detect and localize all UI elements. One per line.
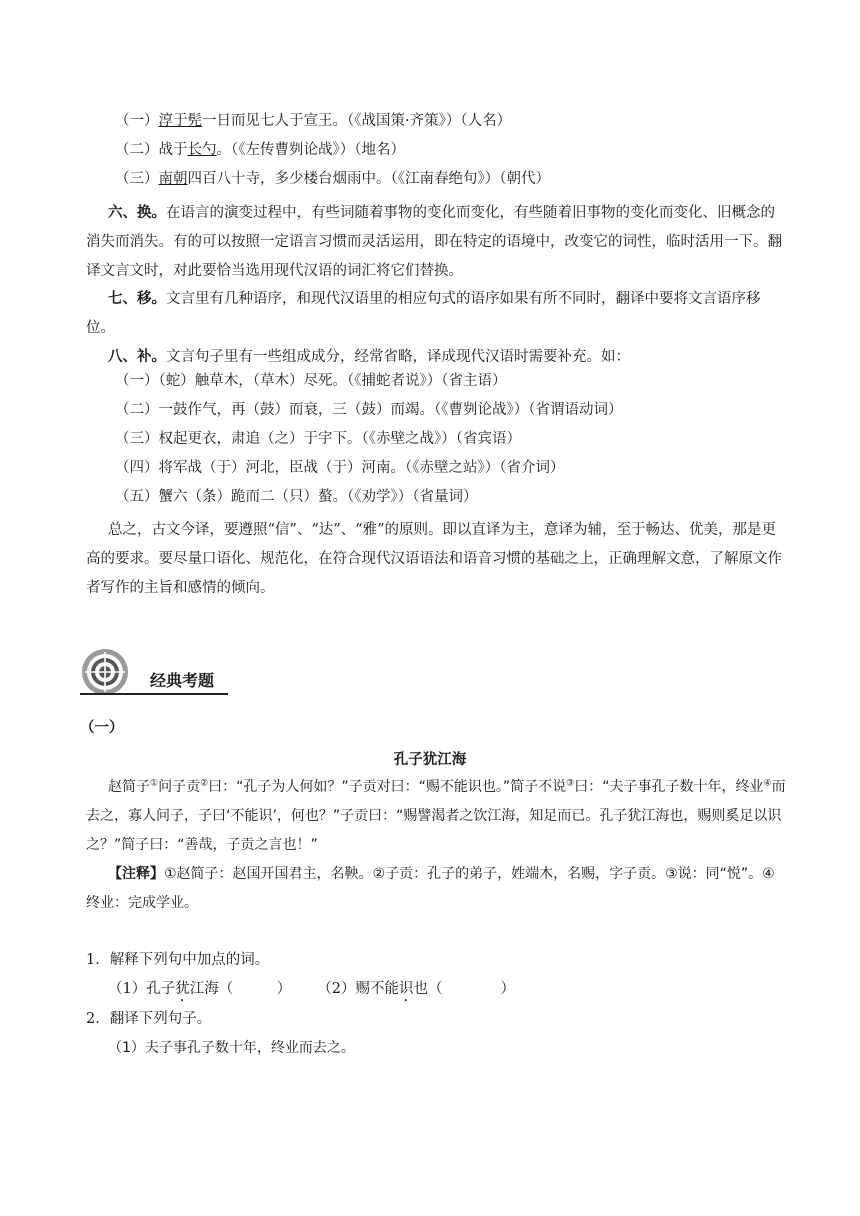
section-7-paragraph bbox=[86, 284, 786, 343]
section-heading: 经典考题 bbox=[150, 671, 215, 690]
passage-text bbox=[86, 773, 786, 860]
q1-a-blank[interactable]: 江海（ ） bbox=[189, 981, 292, 997]
section-text: 文言里有几种语序，和现代汉语里的相应句式的语序如果有所不同时，翻译中要将文言语序移位。 bbox=[86, 291, 761, 336]
question-2-item: （1）夫子事孔子数十年，终业而去之。 bbox=[108, 1040, 355, 1056]
example-line: （二）一鼓作气，再（鼓）而衰，三（鼓）而竭。（《曹刿论战》）（省谓语动词） bbox=[115, 402, 623, 418]
example-dynasty-line bbox=[115, 169, 550, 189]
passage-segment: 而去之，寡人问子，子曰‘不能识’，何也？”子贡曰：“赐譬渴者之饮江海，知足而已。孔子犹江海也，赐则奚足以识之？”简子曰：“善哉，子贡之言也！” bbox=[86, 779, 786, 853]
section-label: 七、移。 bbox=[108, 290, 166, 307]
example-line: （五）蟹六（条）跪而二（只）螯。（《劝学》）（省量词） bbox=[115, 489, 478, 505]
underlined-name: 淳于髡 bbox=[158, 113, 202, 129]
section-label: 八、补。 bbox=[108, 348, 166, 365]
example-line: （一）（蛇）触草木，（草木）尽死。（《捕蛇者说》）（省主语） bbox=[115, 373, 507, 389]
example-name-line bbox=[115, 111, 511, 131]
dotted-word: 犹 bbox=[175, 981, 190, 997]
line-prefix: （二）战于 bbox=[115, 142, 188, 158]
question-1-title: 1．解释下列句中加点的词。 bbox=[86, 952, 270, 968]
underlined-dynasty: 南朝 bbox=[158, 171, 188, 187]
notes-paragraph bbox=[86, 860, 786, 918]
passage-title: 孔子犹江海 bbox=[393, 752, 467, 768]
question-1-items bbox=[108, 979, 515, 1005]
section-6-paragraph bbox=[86, 198, 786, 286]
line-prefix: （三） bbox=[115, 171, 159, 187]
section-label: 六、换。 bbox=[108, 204, 166, 221]
footnote-marker: ① bbox=[150, 778, 159, 789]
summary-paragraph: 总之，古文今译，要遵照“信”、“达”、“雅”的原则。即以直译为主，意译为辅，至于畅达、优美，那是更高的要求。要尽量口语化、规范化，在符合现代汉语语法和语音习惯的基础之上，正确理解文意，了解原文作者写作的主旨和感情的倾向。 bbox=[86, 522, 782, 596]
footnote-marker: ④ bbox=[763, 778, 772, 789]
passage-segment: 曰：“孔子为人何如？”子贡对曰：“赐不能识也。”简子不说 bbox=[208, 779, 567, 795]
dotted-word: 识 bbox=[398, 981, 414, 997]
notes-text: ①赵简子：赵国开国君主，名鞅。②子贡：孔子的弟子，姓端木，名赐，字子贡。③说：同“悦”。④终业：完成学业。 bbox=[86, 866, 775, 911]
q1-b-blank[interactable]: 也（ ） bbox=[413, 981, 515, 997]
line-text: 四百八十寺，多少楼台烟雨中。（《江南春绝句》）（朝代） bbox=[187, 171, 550, 187]
line-text: 一日而见七人于宣王。（《战国策·齐策》）（人名） bbox=[202, 113, 512, 129]
example-place-line bbox=[115, 140, 405, 160]
footnote-marker: ③ bbox=[566, 778, 575, 789]
example-line: （四）将军战（于）河北，臣战（于）河南。（《赤壁之站》）（省介词） bbox=[115, 460, 565, 476]
passage-segment: 问子贡 bbox=[158, 779, 201, 795]
line-prefix: （一） bbox=[115, 113, 159, 129]
footnote-marker: ② bbox=[200, 778, 209, 789]
q1-b-text: （2）赐不能 bbox=[317, 981, 399, 997]
question-2-title: 2．翻译下列句子。 bbox=[86, 1011, 212, 1027]
heading-underline bbox=[80, 693, 228, 695]
line-text: 。（《左传曹刿论战》）（地名） bbox=[216, 142, 405, 158]
section-text: 在语言的演变过程中，有些词随着事物的变化而变化，有些随着旧事物的变化而变化、旧概念的消失而消失。有的可以按照一定语言习惯而灵活运用，即在特定的语境中，改变它的词性，临时活用一下。翻译文言文时，对此要恰当选用现代汉语的词汇将它们替换。 bbox=[86, 205, 782, 279]
passage-segment: 曰：“夫子事孔子数十年，终业 bbox=[574, 779, 764, 795]
part-label: （一） bbox=[80, 719, 124, 736]
section-text: 文言句子里有一些组成成分，经常省略，译成现代汉语时需要补充。如： bbox=[166, 349, 630, 365]
section-8-paragraph bbox=[86, 342, 786, 372]
underlined-place: 长勺 bbox=[187, 142, 217, 158]
passage-segment: 赵简子 bbox=[108, 779, 150, 795]
notes-label: 【注释】 bbox=[108, 866, 164, 882]
q1-a-text: （1）孔子 bbox=[108, 981, 176, 997]
example-line: （三）权起更衣，肃追（之）于宇下。（《赤壁之战》）（省宾语） bbox=[115, 431, 521, 447]
